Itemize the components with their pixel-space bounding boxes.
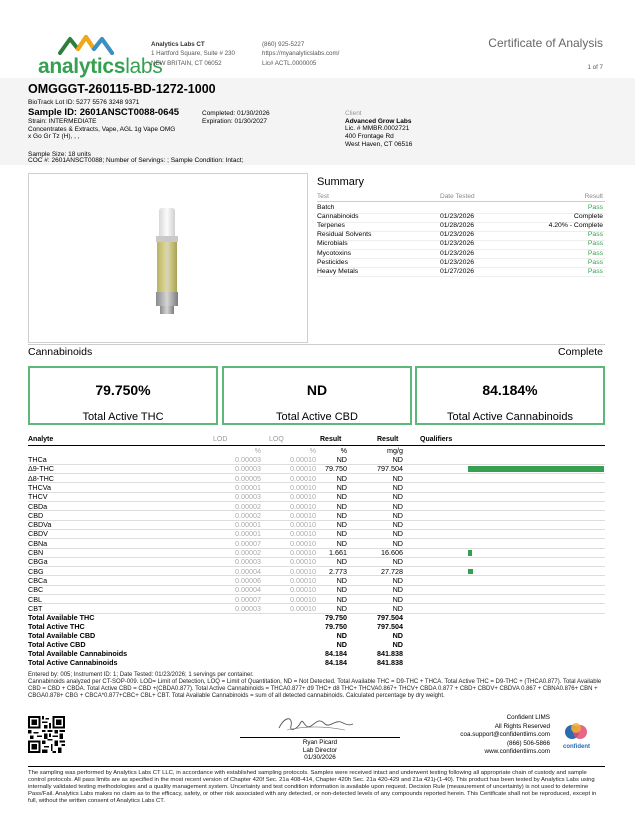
total-name: Total Available Cannabinoids xyxy=(28,649,128,659)
summary-result: Pass xyxy=(587,231,603,239)
summary-result: Complete xyxy=(573,213,603,221)
total-active-cbd-value: ND xyxy=(306,382,328,398)
analyte-result-percent: ND xyxy=(336,482,347,492)
analyte-result-mg: ND xyxy=(392,529,403,539)
analyte-result-percent: ND xyxy=(336,520,347,530)
analyte-lod: 0.00007 xyxy=(235,538,261,548)
total-result-percent: ND xyxy=(336,640,347,650)
summary-row-separator xyxy=(317,276,605,277)
analyte-name: CBNa xyxy=(28,538,48,548)
analyte-lod: 0.00001 xyxy=(235,482,261,492)
analyte-loq: 0.00010 xyxy=(290,575,316,585)
completed-date: Completed: 01/30/2026 xyxy=(202,110,270,117)
analyte-loq: 0.00010 xyxy=(290,482,316,492)
analyte-result-mg: ND xyxy=(392,594,403,604)
summary-col-test: Test xyxy=(317,193,329,200)
analyte-result-mg: 16.606 xyxy=(381,548,403,557)
total-active-thc-value: 79.750% xyxy=(95,382,151,398)
sample-dates xyxy=(202,110,270,125)
analyte-loq: 0.00010 xyxy=(290,529,316,539)
confident-line1: Confident LIMS xyxy=(506,714,550,721)
analyte-lod: 0.00005 xyxy=(235,473,261,483)
analyte-loq: 0.00010 xyxy=(290,548,316,557)
logo-wordmark-bold: analytics xyxy=(38,55,126,78)
page-number: 1 of 7 xyxy=(587,64,603,71)
total-active-cannabinoids-label: Total Active Cannabinoids xyxy=(447,411,573,423)
summary-col-result: Result xyxy=(584,193,603,200)
analyte-result-percent: 79.750 xyxy=(325,464,347,474)
client-address2: West Haven, CT 06516 xyxy=(345,140,413,148)
cannabinoids-status: Complete xyxy=(558,346,603,358)
summary-result: Pass xyxy=(587,267,603,275)
analyte-name: CBDVa xyxy=(28,520,52,530)
client-name: Advanced Grow Labs xyxy=(345,117,412,125)
units-row xyxy=(28,446,605,455)
unit-loq: % xyxy=(309,446,316,455)
signature-icon xyxy=(275,712,355,736)
analyte-lod: 0.00003 xyxy=(235,557,261,567)
summary-title: Summary xyxy=(317,176,365,188)
analyte-lod: 0.00002 xyxy=(235,501,261,511)
total-result-mg: ND xyxy=(392,640,403,650)
total-result-mg: 797.504 xyxy=(377,622,403,632)
sample-title: OMGGGT-260115-BD-1272-1000 xyxy=(28,82,216,96)
analyte-name: Δ8-THC xyxy=(28,473,54,483)
analyte-name: CBT xyxy=(28,603,43,613)
summary-date: 01/27/2026 xyxy=(440,267,475,275)
footer-divider xyxy=(28,766,605,767)
summary-date: 01/23/2026 xyxy=(440,231,475,239)
total-active-cbd-box xyxy=(222,366,412,425)
analyte-result-mg: ND xyxy=(392,473,403,483)
analyte-loq: 0.00010 xyxy=(290,566,316,576)
total-result-mg: 841.838 xyxy=(377,649,403,659)
col-qualifiers: Qualifiers xyxy=(420,436,453,443)
logo-wordmark-thin: labs xyxy=(125,55,163,78)
total-row xyxy=(28,640,605,649)
analytics-labs-logo-icon xyxy=(58,33,114,55)
analyte-name: THCV xyxy=(28,492,48,502)
col-result-mg: Result xyxy=(377,436,399,443)
total-result-percent: 84.184 xyxy=(325,649,347,659)
analyte-lod: 0.00003 xyxy=(235,603,261,613)
unit-result-mg: mg/g xyxy=(387,446,403,455)
analyte-name: CBCa xyxy=(28,575,48,585)
analyte-result-mg: ND xyxy=(392,482,403,492)
confident-logo-text: confident xyxy=(563,744,590,750)
analyte-result-bar xyxy=(468,569,473,575)
company-address-line2: NEW BRITAIN, CT 06052 xyxy=(151,59,222,67)
confident-phone: (866) 506-5866 xyxy=(506,739,550,747)
analyte-lod: 0.00007 xyxy=(235,594,261,604)
analyte-loq: 0.00010 xyxy=(290,492,316,502)
analyte-lod: 0.00001 xyxy=(235,529,261,539)
analyte-loq: 0.00010 xyxy=(290,603,316,613)
analyte-name: THCVa xyxy=(28,482,52,492)
analyte-result-mg: ND xyxy=(392,585,403,595)
total-result-mg: ND xyxy=(392,631,403,641)
unit-result-percent: % xyxy=(340,446,347,455)
analyte-result-percent: ND xyxy=(336,492,347,502)
unit-lod: % xyxy=(254,446,261,455)
total-name: Total Active THC xyxy=(28,622,85,632)
analyte-result-percent: 2.773 xyxy=(329,566,347,576)
analyte-name: CBN xyxy=(28,548,44,557)
analyte-result-percent: ND xyxy=(336,510,347,520)
analyte-result-percent: ND xyxy=(336,538,347,548)
analyte-result-mg: ND xyxy=(392,455,403,464)
analyte-result-bar xyxy=(468,466,604,472)
summary-test: Cannabinoids xyxy=(317,213,359,221)
summary-test: Heavy Metals xyxy=(317,267,359,275)
total-result-mg: 797.504 xyxy=(377,613,403,623)
analyte-result-mg: 797.504 xyxy=(377,464,403,474)
analyte-result-percent: ND xyxy=(336,594,347,604)
product-photo xyxy=(28,173,308,343)
analyte-result-bar xyxy=(468,550,472,556)
summary-test: Mycotoxins xyxy=(317,249,351,257)
analyte-result-mg: ND xyxy=(392,501,403,511)
summary-col-date: Date Tested xyxy=(440,193,475,200)
confident-line2: All Rights Reserved xyxy=(494,722,550,730)
confident-logo-icon xyxy=(560,722,594,744)
analyte-name: THCa xyxy=(28,455,47,464)
doc-title: Certificate of Analysis xyxy=(488,36,603,50)
total-name: Total Active CBD xyxy=(28,640,86,650)
analyte-loq: 0.00010 xyxy=(290,557,316,567)
sample-subcategory: x Go Gr Tz (H), , , xyxy=(28,133,80,141)
col-loq: LOQ xyxy=(269,436,284,443)
sample-details xyxy=(28,118,175,141)
total-row xyxy=(28,649,605,658)
col-result-percent: Result xyxy=(320,436,342,443)
total-result-percent: 84.184 xyxy=(325,658,347,668)
analyte-lod: 0.00003 xyxy=(235,455,261,464)
section-divider xyxy=(28,344,605,345)
client-label: Client xyxy=(345,110,362,117)
analyte-loq: 0.00010 xyxy=(290,455,316,464)
disclaimer: The sampling was performed by Analytics Labs CT LLC, in accordance with established sampling protocols. Samples were received intact and underwent testing following all appropriate chain of custody and sample control protocols. All pass limits are as specified in the most recent version of Chapter 420f Sec. 21a 408-414, Chapter 420h Sec. 21a 420-429 and 21a 421j-(1-40). This product has been tested by Analytics Labs using internally validated testing methodologies and a quality management system. Uncertainty and test condition information is available upon request. Decision Rule (measurement of uncertainty) is not used to determine Pass/Fail. Analytics Labs makes no claim as to the efficacy, safety, or other risk associated with any detected, or non-detected levels of any compounds reported herein. This Certificate shall not be reproduced, except in full, without the written consent of Analytics Labs CT. xyxy=(28,770,597,804)
analyte-loq: 0.00010 xyxy=(290,464,316,474)
analyte-result-mg: 27.728 xyxy=(381,566,403,576)
analyte-result-percent: ND xyxy=(336,529,347,539)
analyte-result-mg: ND xyxy=(392,510,403,520)
company-contact xyxy=(262,40,339,68)
total-row xyxy=(28,613,605,622)
summary-test: Terpenes xyxy=(317,222,345,230)
analyte-name: CBG xyxy=(28,566,44,576)
analyte-result-mg: ND xyxy=(392,492,403,502)
client-block xyxy=(345,110,412,149)
logo-wordmark xyxy=(38,55,163,79)
analyte-loq: 0.00010 xyxy=(290,473,316,483)
analyte-loq: 0.00010 xyxy=(290,594,316,604)
vape-cartridge-image xyxy=(29,174,307,342)
analyte-lod: 0.00006 xyxy=(235,575,261,585)
company-phone: (860) 925-5227 xyxy=(262,41,305,48)
analyte-result-mg: ND xyxy=(392,520,403,530)
footnotes xyxy=(28,672,605,700)
total-row xyxy=(28,631,605,640)
analyte-name: CBDa xyxy=(28,501,48,511)
signatory-date: 01/30/2026 xyxy=(304,754,336,761)
qr-code-icon xyxy=(28,716,65,753)
confident-email[interactable]: coa.support@confidentlims.com xyxy=(460,731,550,738)
summary-date: 01/28/2026 xyxy=(440,222,475,230)
col-analyte: Analyte xyxy=(28,436,54,443)
analyte-name: Δ9-THC xyxy=(28,464,54,474)
total-active-cannabinoids-box xyxy=(415,366,605,425)
analyte-name: CBL xyxy=(28,594,42,604)
total-result-percent: ND xyxy=(336,631,347,641)
total-name: Total Active Cannabinoids xyxy=(28,658,118,668)
summary-divider xyxy=(317,201,605,202)
total-active-thc-label: Total Active THC xyxy=(82,411,164,423)
company-address xyxy=(151,40,235,68)
signatory-title: Lab Director xyxy=(302,746,338,754)
confident-url[interactable]: www.confidentlims.com xyxy=(484,748,550,755)
summary-result: Pass xyxy=(587,258,603,266)
coc-line: COC #: 2601ANSCT0088; Number of Servings: ; Sample Condition: Intact; xyxy=(28,157,244,164)
analyte-result-percent: 1.661 xyxy=(329,548,347,557)
summary-test: Microbials xyxy=(317,240,348,248)
analyte-loq: 0.00010 xyxy=(290,510,316,520)
analyte-result-percent: ND xyxy=(336,501,347,511)
total-row xyxy=(28,658,605,667)
analyte-result-mg: ND xyxy=(392,538,403,548)
summary-result: Pass xyxy=(587,249,603,257)
total-name: Total Available CBD xyxy=(28,631,96,641)
analyte-loq: 0.00010 xyxy=(290,520,316,530)
analyte-name: CBDV xyxy=(28,529,48,539)
summary-test: Residual Solvents xyxy=(317,231,372,239)
sample-size: Sample Size: 18 units xyxy=(28,151,91,158)
entered-by-note: Entered by: 005; Instrument ID: 1; Date Tested: 01/23/2026; 1 servings per container. xyxy=(28,672,254,678)
analyte-lod: 0.00002 xyxy=(235,548,261,557)
method-note: Cannabinoids analyzed per CT-SOP-009. LOD= Limit of Detection, LOQ = Limit of Quantitation, ND = Not Detected. Total Available THC = D9-THC + THCA. Total Active THC = D9-THC + (THCA0.877). Total Available CBD = CBD + CBDA. Total Active CBD = CBD +(CBDA0.877). Total Active Cannabinoids = THCA0.877+ d9 THC+ d8 THC+ THCVA0.867+ THCV+ CBDA 0.877 + CBD+ CBDV+ CBDVA 0.867 + CBNA0.876+ CBN + CBGA0.878+ CBG + CBCA*0.877+CBC+ CBL+ CBT. Total Available Cannabinoids = sum of all detected cannabinoids. Calculated percentage by dry weight. xyxy=(28,679,602,699)
total-active-cbd-label: Total Active CBD xyxy=(276,411,358,423)
biotrack-id: BioTrack Lot ID: 5277 5576 3248 9371 xyxy=(28,99,140,106)
summary-test: Pesticides xyxy=(317,258,348,266)
summary-date: 01/23/2026 xyxy=(440,258,475,266)
summary-result: Pass xyxy=(587,204,603,211)
summary-date: 01/23/2026 xyxy=(440,249,475,257)
summary-result: 4.20% - Complete xyxy=(548,222,603,230)
client-address1: 400 Frontage Rd xyxy=(345,133,394,141)
total-row xyxy=(28,622,605,631)
company-license: Lic# ACTL.0000005 xyxy=(262,59,317,67)
company-name: Analytics Labs CT xyxy=(151,41,205,48)
analyte-lod: 0.00001 xyxy=(235,520,261,530)
signature-line xyxy=(240,737,400,738)
analyte-lod: 0.00004 xyxy=(235,566,261,576)
analyte-result-percent: ND xyxy=(336,557,347,567)
confident-lims-block xyxy=(460,714,550,757)
analyte-loq: 0.00010 xyxy=(290,538,316,548)
analyte-lod: 0.00003 xyxy=(235,464,261,474)
company-url[interactable]: https://myanalyticslabs.com/ xyxy=(262,50,340,58)
sample-id: Sample ID: 2601ANSCT0088-0645 xyxy=(28,107,180,118)
company-address-line1: 1 Hartford Square, Suite # 230 xyxy=(151,50,235,58)
sample-category: Concentrates & Extracts, Vape, AGL 1g Vape OMG xyxy=(28,125,176,133)
analyte-result-mg: ND xyxy=(392,603,403,613)
cannabinoids-title: Cannabinoids xyxy=(28,346,93,358)
total-result-mg: 841.838 xyxy=(377,658,403,668)
sample-strain: Strain: INTERMEDIATE xyxy=(28,118,97,125)
analyte-result-percent: ND xyxy=(336,603,347,613)
analyte-loq: 0.00010 xyxy=(290,585,316,595)
analyte-lod: 0.00002 xyxy=(235,510,261,520)
total-name: Total Available THC xyxy=(28,613,95,623)
total-result-percent: 79.750 xyxy=(325,613,347,623)
analyte-result-percent: ND xyxy=(336,585,347,595)
client-license: Lic. # MMBR.0002721 xyxy=(345,125,410,133)
analyte-name: CBD xyxy=(28,510,44,520)
analyte-result-mg: ND xyxy=(392,557,403,567)
analyte-result-percent: ND xyxy=(336,473,347,483)
signatory-name: Ryan Picard xyxy=(302,739,338,746)
col-lod: LOD xyxy=(213,436,228,443)
total-active-thc-box xyxy=(28,366,218,425)
total-result-percent: 79.750 xyxy=(325,622,347,632)
summary-date: 01/23/2026 xyxy=(440,240,475,248)
analyte-name: CBGa xyxy=(28,557,48,567)
analyte-result-percent: ND xyxy=(336,575,347,585)
analyte-result-mg: ND xyxy=(392,575,403,585)
signatory-block xyxy=(240,739,400,762)
summary-result: Pass xyxy=(587,240,603,248)
analyte-name: CBC xyxy=(28,585,44,595)
analyte-loq: 0.00010 xyxy=(290,501,316,511)
analyte-lod: 0.00003 xyxy=(235,492,261,502)
summary-date: 01/23/2026 xyxy=(440,213,475,221)
total-active-cannabinoids-value: 84.184% xyxy=(482,382,538,398)
expiration-date: Expiration: 01/30/2027 xyxy=(202,117,268,125)
analyte-lod: 0.00004 xyxy=(235,585,261,595)
analyte-result-percent: ND xyxy=(336,455,347,464)
summary-test: Batch xyxy=(317,204,335,211)
